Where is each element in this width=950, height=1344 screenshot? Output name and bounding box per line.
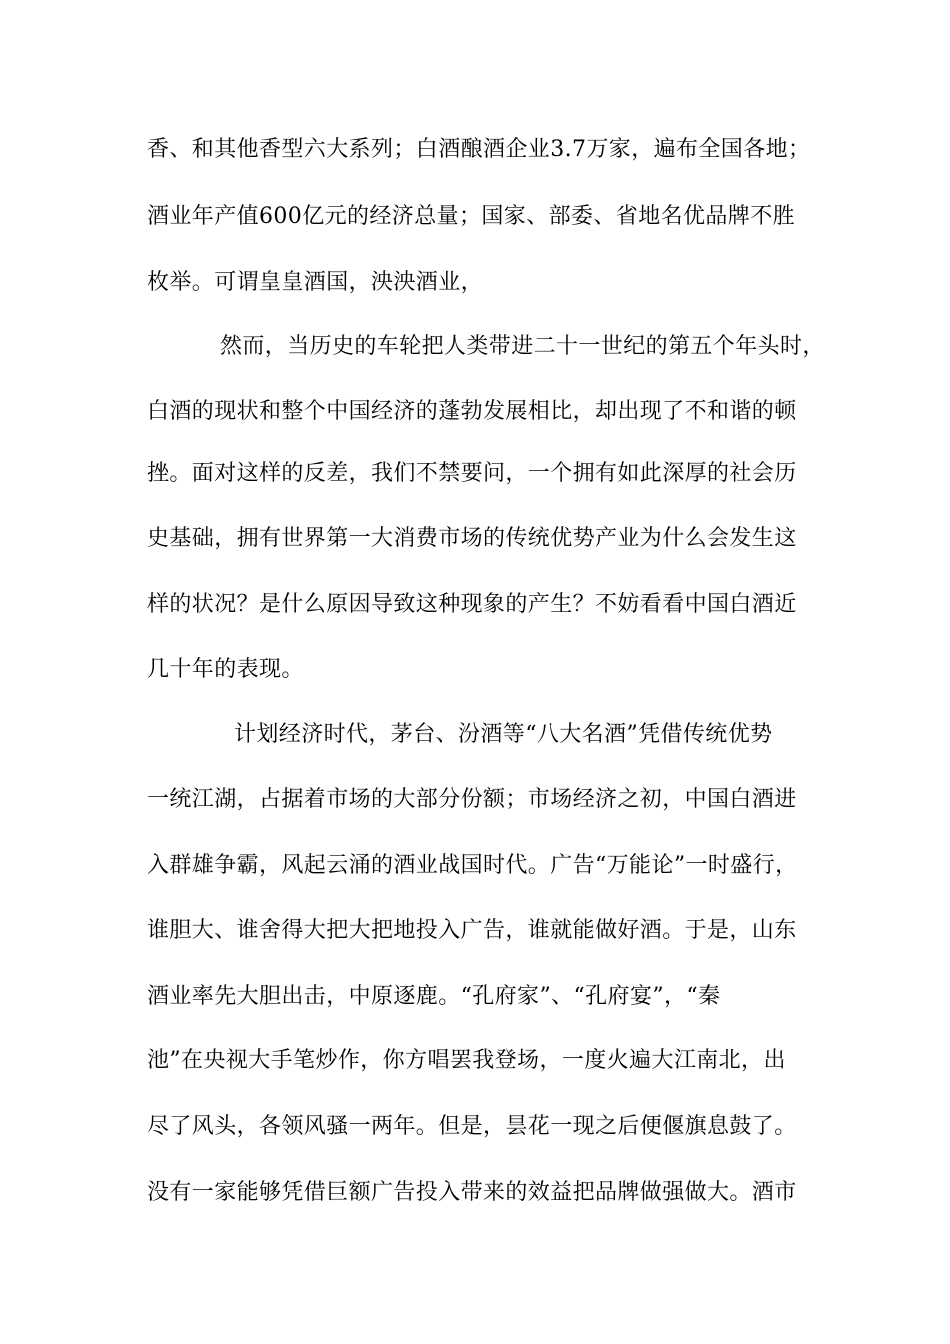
text-line: 然而，当历史的车轮把人类带进二十一世纪的第五个年头时，: [220, 334, 825, 359]
text-line: 尽了风头，各领风骚一两年。但是，昙花一现之后便偃旗息鼓了。: [147, 1114, 797, 1139]
text-line: 酒业率先大胆出击，中原逐鹿。“孔府家”、“孔府宴”，“秦: [147, 984, 721, 1009]
text-line: 白酒的现状和整个中国经济的蓬勃发展相比，却出现了不和谐的顿: [147, 399, 797, 424]
text-line: 香、和其他香型六大系列；白酒酿酒企业3.7万家，遍布全国各地；: [147, 137, 811, 162]
text-line: 样的状况？是什么原因导致这种现象的产生？不妨看看中国白酒近: [147, 592, 797, 617]
text-line: 史基础，拥有世界第一大消费市场的传统优势产业为什么会发生这: [147, 526, 797, 551]
text-line: 一统江湖，占据着市场的大部分份额；市场经济之初，中国白酒进: [147, 787, 797, 812]
text-line: 谁胆大、谁舍得大把大把地投入广告，谁就能做好酒。于是，山东: [147, 918, 797, 943]
text-line: 没有一家能够凭借巨额广告投入带来的效益把品牌做强做大。酒市: [147, 1180, 797, 1205]
text-line: 入群雄争霸，风起云涌的酒业战国时代。广告“万能论”一时盛行，: [147, 853, 798, 878]
text-line: 酒业年产值600亿元的经济总量；国家、部委、省地名优品牌不胜: [147, 204, 795, 229]
text-line: 枚举。可谓皇皇酒国，泱泱酒业，: [147, 270, 484, 295]
text-line: 几十年的表现。: [147, 657, 304, 682]
text-line: 挫。面对这样的反差，我们不禁要问，一个拥有如此深厚的社会历: [147, 461, 797, 486]
text-line: 池”在央视大手笔炒作，你方唱罢我登场，一度火遍大江南北，出: [147, 1048, 786, 1073]
text-line: 计划经济时代，茅台、汾酒等“八大名酒”凭借传统优势: [234, 722, 773, 747]
